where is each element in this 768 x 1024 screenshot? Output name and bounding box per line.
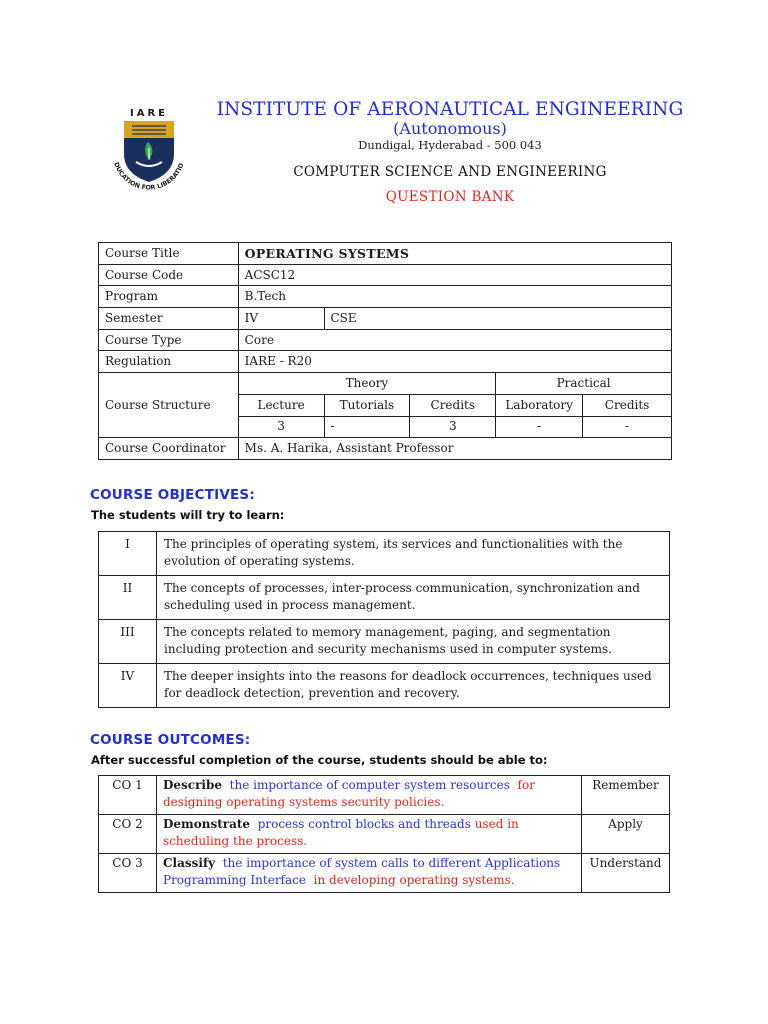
objective-number: II <box>99 576 157 620</box>
outcome-content: process control blocks and threads <box>257 817 471 831</box>
course-type-label: Course Type <box>99 329 239 351</box>
theory-credits-header: Credits <box>410 394 496 416</box>
outcomes-subheading: After successful completion of the course, students should be able to: <box>91 753 548 767</box>
outcome-content: the importance of computer system resources <box>229 778 510 792</box>
branch-value: CSE <box>324 308 672 330</box>
autonomous-label: (Autonomous) <box>393 119 507 138</box>
semester-label: Semester <box>99 308 239 330</box>
course-structure-label: Course Structure <box>99 373 239 438</box>
objectives-table <box>98 531 670 708</box>
program-value: B.Tech <box>238 286 671 308</box>
laboratory-value: - <box>496 416 583 438</box>
outcome-level: Understand <box>582 854 670 893</box>
course-title-label: Course Title <box>99 243 239 265</box>
table-row <box>99 243 672 265</box>
table-row <box>99 664 670 708</box>
semester-value: IV <box>238 308 324 330</box>
document-type: QUESTION BANK <box>385 189 515 205</box>
table-row <box>99 815 670 854</box>
program-label: Program <box>99 286 239 308</box>
outcome-content: the importance of system calls to different Applications Programming Interface <box>163 856 561 887</box>
table-row <box>99 438 672 460</box>
institute-address: Dundigal, Hyderabad - 500 043 <box>358 138 542 152</box>
objectives-heading: COURSE OBJECTIVES: <box>90 487 255 503</box>
regulation-value: IARE - R20 <box>238 351 671 373</box>
table-row <box>99 576 670 620</box>
outcome-context: in developing operating systems. <box>313 873 515 887</box>
lecture-value: 3 <box>238 416 324 438</box>
department-name: COMPUTER SCIENCE AND ENGINEERING <box>293 164 607 180</box>
outcome-context: for designing operating systems security policies. <box>163 778 535 809</box>
outcome-number: CO 2 <box>99 815 157 854</box>
objective-text: The concepts related to memory management, paging, and segmentation including protection and security mechanisms used in computer systems. <box>157 620 670 664</box>
objective-number: I <box>99 532 157 576</box>
outcome-number: CO 3 <box>99 854 157 893</box>
institute-name: INSTITUTE OF AERONAUTICAL ENGINEERING <box>216 99 684 120</box>
objective-number: IV <box>99 664 157 708</box>
theory-header: Theory <box>238 373 496 395</box>
objective-text: The concepts of processes, inter-process communication, synchronization and scheduling used in process management. <box>157 576 670 620</box>
objective-text: The principles of operating system, its services and functionalities with the evolution of operating systems. <box>157 532 670 576</box>
course-title-value: OPERATING SYSTEMS <box>238 243 671 265</box>
objective-text: The deeper insights into the reasons for deadlock occurrences, techniques used for deadlock detection, prevention and recovery. <box>157 664 670 708</box>
logo-motto: DUCATION FOR LIBERATIO <box>112 161 186 192</box>
table-row <box>99 329 672 351</box>
outcome-verb: Classify <box>163 856 216 870</box>
table-row <box>99 308 672 330</box>
institute-logo <box>104 104 194 204</box>
objectives-subheading: The students will try to learn: <box>91 508 285 522</box>
practical-credits-value: - <box>583 416 672 438</box>
coordinator-value: Ms. A. Harika, Assistant Professor <box>238 438 671 460</box>
table-row <box>99 373 672 395</box>
outcome-description <box>157 854 582 893</box>
theory-credits-value: 3 <box>410 416 496 438</box>
outcome-description <box>157 815 582 854</box>
outcomes-table <box>98 775 670 893</box>
outcome-verb: Demonstrate <box>163 817 251 831</box>
table-row <box>99 854 670 893</box>
outcome-number: CO 1 <box>99 776 157 815</box>
outcome-level: Apply <box>582 815 670 854</box>
outcome-description <box>157 776 582 815</box>
outcome-verb: Describe <box>163 778 223 792</box>
laboratory-header: Laboratory <box>496 394 583 416</box>
tutorials-value: - <box>324 416 410 438</box>
coordinator-label: Course Coordinator <box>99 438 239 460</box>
regulation-label: Regulation <box>99 351 239 373</box>
lecture-header: Lecture <box>238 394 324 416</box>
outcome-level: Remember <box>582 776 670 815</box>
course-code-label: Course Code <box>99 264 239 286</box>
table-row <box>99 620 670 664</box>
tutorials-header: Tutorials <box>324 394 410 416</box>
table-row <box>99 351 672 373</box>
table-row <box>99 776 670 815</box>
objective-number: III <box>99 620 157 664</box>
course-code-value: ACSC12 <box>238 264 671 286</box>
practical-header: Practical <box>496 373 672 395</box>
logo-text: IARE <box>130 108 168 119</box>
practical-credits-header: Credits <box>583 394 672 416</box>
course-type-value: Core <box>238 329 671 351</box>
table-row <box>99 532 670 576</box>
table-row <box>99 264 672 286</box>
outcome-context: used in scheduling the process. <box>163 817 519 848</box>
course-info-table <box>98 242 672 460</box>
outcomes-heading: COURSE OUTCOMES: <box>90 732 251 748</box>
table-row <box>99 286 672 308</box>
